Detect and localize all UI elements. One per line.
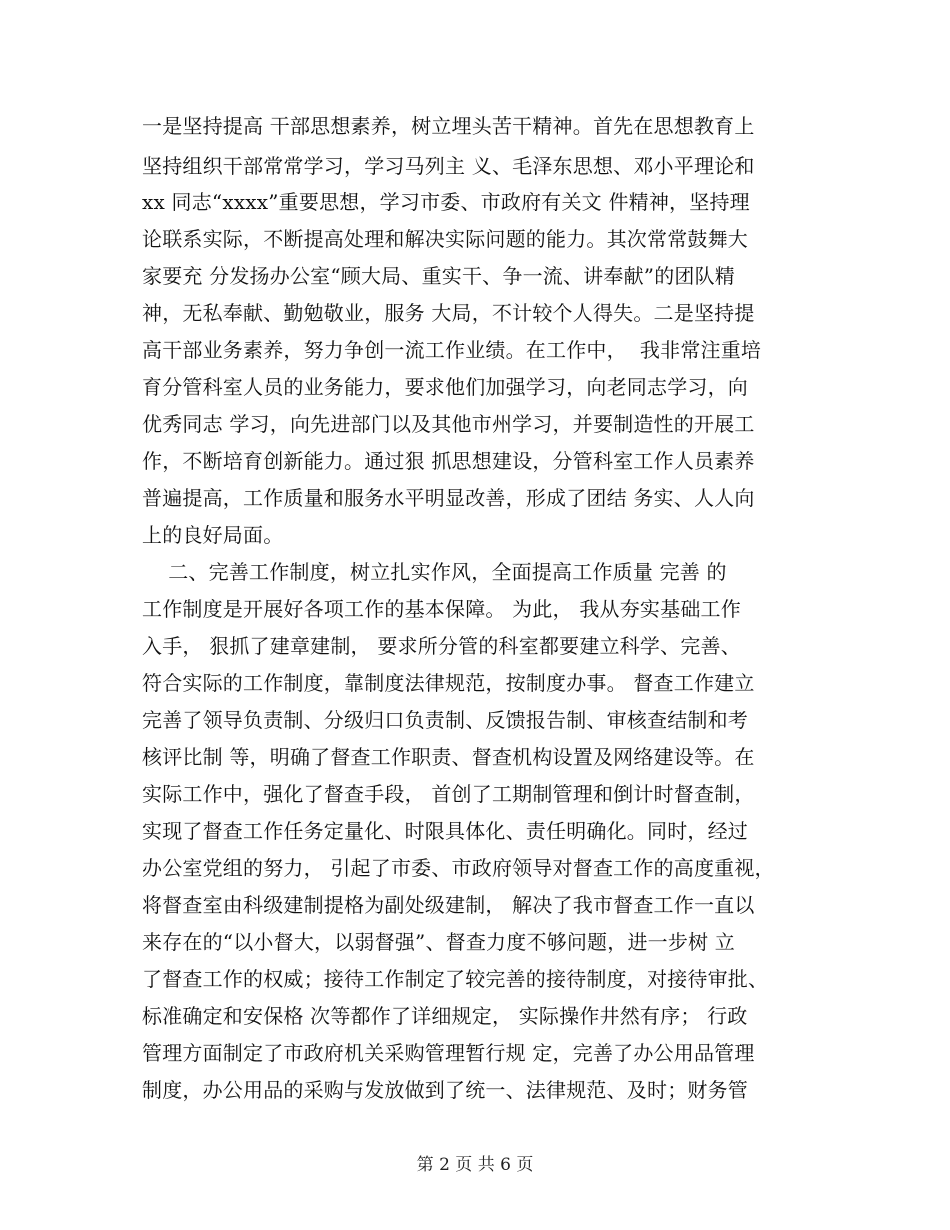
text-line: 育分管科室人员的业务能力，要求他们加强学习，向老同志学习，向	[142, 375, 748, 399]
text-line: 神，无私奉献、勤勉敬业，服务 大局，不计较个人得失。二是坚持提	[142, 301, 755, 325]
text-line: 优秀同志 学习，向先进部门以及其他市州学习，并要制造性的开展工	[142, 412, 755, 436]
text-line: 核评比制 等，明确了督查工作职责、督查机构设置及网络建设等。在	[142, 745, 755, 769]
text-line: 二、完善工作制度，树立扎实作风，全面提高工作质量 完善 的	[142, 560, 727, 584]
text-line: 实现了督查工作任务定量化、时限具体化、责任明确化。同时，经过	[142, 819, 748, 843]
text-line: xx 同志“xxxx”重要思想，学习市委、市政府有关文 件精神，坚持理	[142, 190, 750, 214]
text-line: 论联系实际，不断提高处理和解决实际问题的能力。其次常常鼓舞大	[142, 227, 748, 251]
text-line: 高干部业务素养，努力争创一流工作业绩。在工作中， 我非常注重培	[142, 338, 762, 362]
text-line: 标准确定和安保格 次等都作了详细规定， 实际操作井然有序； 行政	[142, 1004, 748, 1028]
text-line: 将督查室由科级建制提格为副处级建制， 解决了我市督查工作一直以	[142, 893, 755, 917]
text-line: 普遍提高，工作质量和服务水平明显改善，形成了团结 务实、人人向	[142, 486, 755, 510]
text-line: 坚持组织干部常常学习，学习马列主 义、毛泽东思想、邓小平理论和	[142, 154, 755, 178]
text-line: 家要充 分发扬办公室“顾大局、重实干、争一流、讲奉献”的团队精	[142, 264, 736, 288]
text-line: 上的良好局面。	[142, 523, 284, 547]
text-line: 办公室党组的努力， 引起了市委、市政府领导对督查工作的高度重视，	[142, 856, 775, 880]
text-line: 作，不断培育创新能力。通过狠 抓思想建设，分管科室工作人员素养	[142, 449, 755, 473]
page-number-footer: 第 2 页 共 6 页	[416, 1155, 534, 1175]
text-line: 管理方面制定了市政府机关采购管理暂行规 定，完善了办公用品管理	[142, 1041, 755, 1065]
text-line: 一是坚持提高 干部思想素养，树立埋头苦干精神。首先在思想教育上	[142, 114, 755, 138]
text-line: 入手， 狠抓了建章建制， 要求所分管的科室都要建立科学、完善、	[142, 634, 741, 658]
text-line: 制度，办公用品的采购与发放做到了统一、法律规范、及时；财务管	[142, 1078, 748, 1102]
text-line: 完善了领导负责制、分级归口负责制、反馈报告制、审核查结制和考	[142, 708, 748, 732]
text-line: 来存在的“以小督大，以弱督强”、督查力度不够问题，进一步树 立	[142, 930, 736, 954]
text-line: 符合实际的工作制度，靠制度法律规范，按制度办事。 督查工作建立	[142, 671, 755, 695]
text-line: 了督查工作的权威；接待工作制定了较完善的接待制度，对接待审批、	[142, 967, 769, 991]
text-line: 实际工作中，强化了督查手段， 首创了工期制管理和倒计时督查制，	[142, 782, 755, 806]
text-line: 工作制度是开展好各项工作的基本保障。 为此， 我从夯实基础工作	[142, 597, 741, 621]
